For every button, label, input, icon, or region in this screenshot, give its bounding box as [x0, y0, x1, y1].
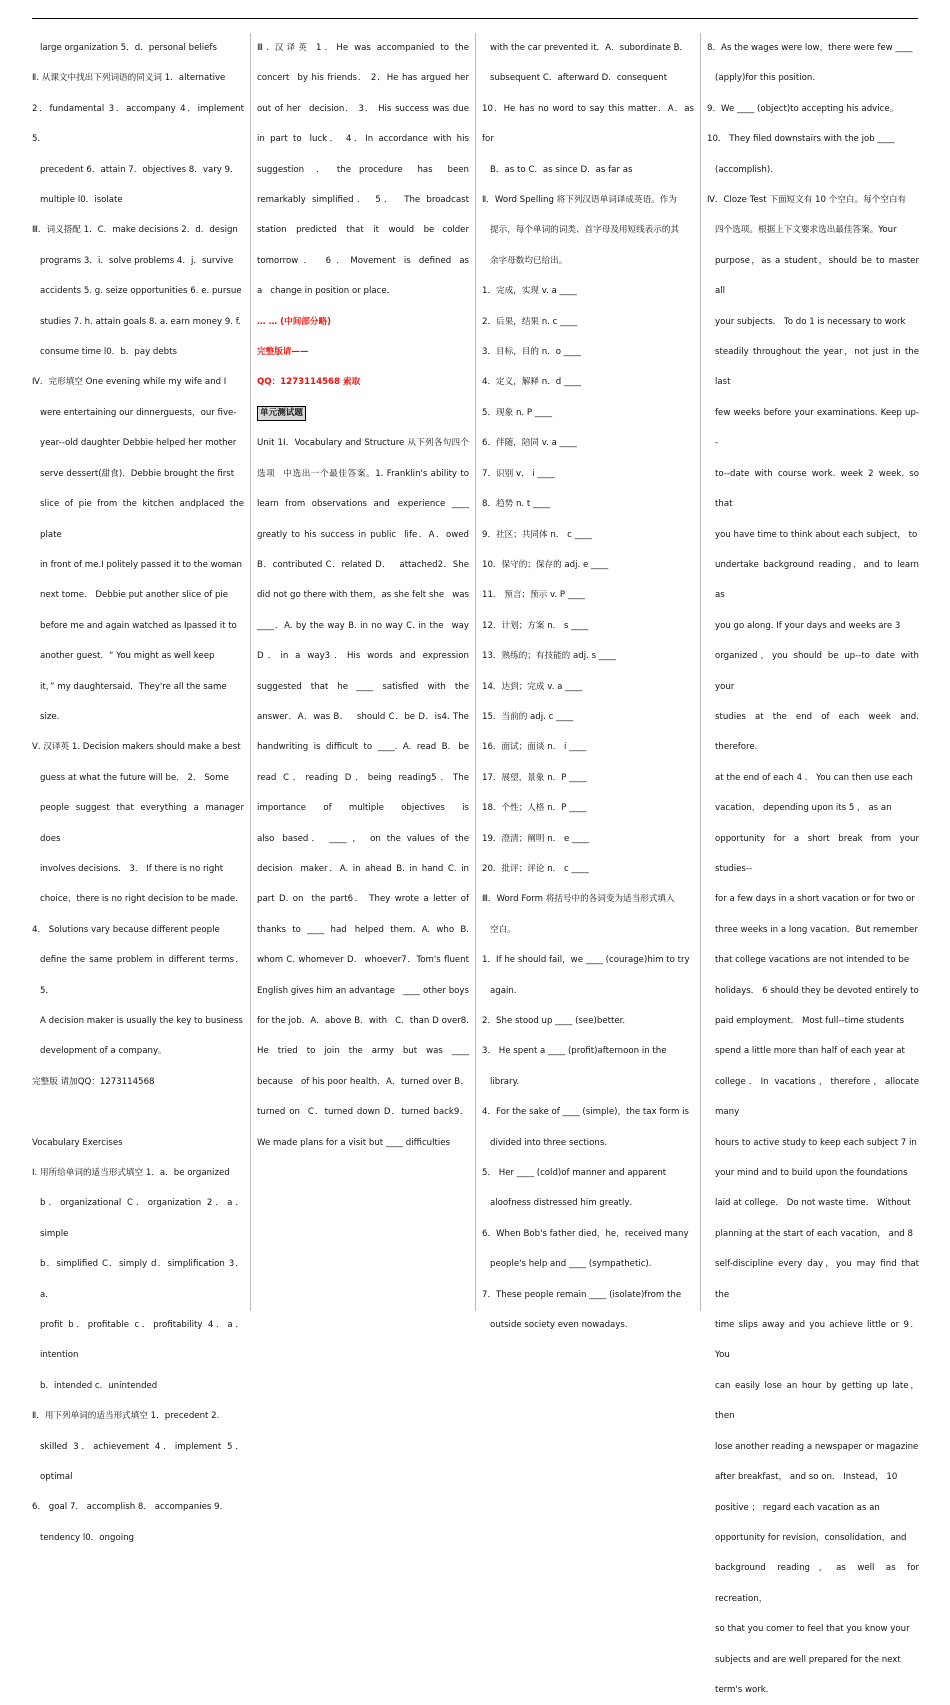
text-line: whoever [364, 955, 402, 966]
text-line: 3． He spent a ____ (profit)afternoon in the [482, 1046, 667, 1057]
text-line: colder tomorrow． 6．Movement is defined as a [257, 225, 469, 297]
text-line: I．Vocabulary and Structure 从下列各句四个选项 [257, 438, 469, 479]
text-line: time slips away and you achieve little or 9．You [715, 1320, 919, 1361]
text-line: your subjects． To do 1 is necessary to work [715, 316, 906, 327]
text-line: 余字母数均已给出。 [490, 255, 568, 266]
text-line: opportunity for revision，consolidation，and [715, 1532, 907, 1543]
text-line: programs 3．i．solve problems 4．j．survive [40, 255, 234, 266]
text-line: 10．保守的；保存的 adj. e ____ [482, 559, 609, 570]
text-line: large organization 5．d．personal beliefs [40, 43, 217, 53]
unit-test-questions [257, 428, 469, 1158]
text-line: undertake background reading，and to learn as [715, 559, 919, 601]
text-line [32, 1097, 244, 1127]
text-line: after breakfast， and so on． Instead， 10 [715, 1472, 898, 1483]
text-line: college．In vacations，therefore，allocate many [715, 1076, 919, 1118]
text-line: attached [399, 559, 438, 570]
text-line: so that you comer to feel that you know your [715, 1624, 910, 1635]
text-line: 8．As the wages were low，there were few ____ [707, 43, 913, 53]
text-line: 13．熟练的；有技能的 adj. s ____ [482, 651, 616, 662]
text-line: experience ____ greatly to his success in public [257, 499, 469, 540]
text-line: development of a company。 [40, 1046, 167, 1057]
text-line: multiple l0．isolate [40, 195, 123, 206]
text-line: to--date with course work. week 2 week. so that [715, 468, 919, 510]
text-line: slice of pie from the kitchen andplaced the plate [40, 499, 244, 540]
text-line: precedent 6．attain 7．objectives 8．vary 9． [40, 164, 239, 175]
text-line: (accomplish). [715, 164, 773, 175]
column-2 [257, 33, 469, 1158]
text-line: skilled 3．achievement 4．implement 5．optimal [40, 1441, 244, 1483]
text-line: in front of me.I politely passed it to the woman [40, 559, 242, 570]
text-line: 5．现象 n. P ____ [482, 407, 552, 418]
text-line: B．as to C．as since D．as far as [490, 164, 633, 175]
text-line: 6．伴随，陪同 v. a ____ [482, 438, 577, 449]
text-line: subsequent C．afterward D．consequent [490, 73, 668, 84]
text-line: steadily throughout the year，not just in the last [715, 347, 919, 388]
column-divider [475, 33, 476, 1311]
text-line: maker．A. in ahead B. in hand C. in part D. on [257, 863, 469, 905]
text-line: 3．目标，目的 n．o ____ [482, 347, 581, 358]
text-line: with the car prevented it．A．subordinate B． [490, 43, 689, 53]
text-line: people suggest that everything a manager does [40, 803, 244, 844]
text-line: Ⅱ. 从课文中找出下列词语的同义词 1．alternative [32, 73, 226, 84]
text-line: were entertaining our dinnerguests，our five- [40, 407, 237, 418]
text-line: 10． They filed downstairs with the job ____ [707, 134, 895, 145]
text-line: spend a little more than half of each year at [715, 1046, 905, 1057]
text-line: 2．She did not go there with them，as she felt she [257, 559, 469, 601]
text-line: planning at the start of each vacation， and 8 [715, 1228, 913, 1239]
text-line: again. [490, 985, 517, 996]
text-line: the part [311, 894, 348, 905]
text-line: involves decisions． 3． If there is no right [40, 863, 224, 874]
text-line: be read C．reading D．being reading [257, 742, 469, 783]
full-version-note: 完整版请—— [257, 347, 309, 358]
text-line: holidays． 6 should they be devoted entirely to [715, 985, 919, 996]
text-line: Ⅳ．Cloze Test 下面短文有 10 个空白。每个空白有 [707, 195, 907, 206]
text-line: The broadcast station predicted that it would be [257, 195, 469, 236]
text-line: 7．识别 v． i ____ [482, 468, 555, 479]
text-line: 17．展望，景象 n．P ____ [482, 772, 587, 783]
text-line: 16．面试；面谈 n． i ____ [482, 742, 587, 753]
column-divider [700, 33, 701, 1311]
unit-test-heading: 单元测试题 [257, 406, 306, 421]
text-line: 4． Solutions vary because different people [32, 924, 220, 935]
text-line: 空白。 [490, 924, 516, 935]
text-line: should C．be D．is [356, 711, 442, 722]
text-line: 4．For the sake of ____ (simple)，the tax form is [482, 1107, 690, 1118]
text-line: of his poor health．A．turned over B．turned on [257, 1076, 469, 1118]
text-line: by his friends． 2．He has argued her out of her [257, 73, 469, 114]
omitted-note: … … (中间部分略) [257, 316, 331, 327]
text-line: Ⅲ．词义搭配 1．C．make decisions 2．d．design [32, 225, 238, 236]
text-line: 7．These people remain ____ (isolate)from the [482, 1289, 682, 1300]
text-line: 3．His words and expression suggested that he [257, 651, 469, 692]
text-line: outside society even nowadays. [490, 1320, 628, 1331]
text-line: 14．达到；完成 v. a ____ [482, 681, 583, 692]
translation-answers [257, 33, 469, 307]
text-line: Ⅱ．用下列单词的适当形式填空 1．precedent 2. [32, 1411, 220, 1422]
text-line: 2．fundamental 3．accompany 4．implement 5． [32, 103, 244, 145]
text-line: was ____．A. by the way B. in no way C. in the [257, 590, 469, 631]
text-line: self-discipline every day，you may find that the [715, 1259, 919, 1300]
column-1 [32, 33, 244, 1553]
text-line: helped them. A. who B. whom C. whomever D. [257, 924, 469, 966]
text-line: Ⅲ．Word Form 将括号中的各词变为适当形式填入 [482, 894, 675, 905]
text-line: 10．He has no word to say this matter．A．as for [482, 103, 694, 145]
text-line: Unit 1 [257, 438, 283, 449]
text-line: 6． goal 7． accomplish 8． accompanies 9． [32, 1502, 229, 1513]
text-line: C．turned down D．turned back [307, 1107, 454, 1118]
text-line: 2．后果，结果 n. c ____ [482, 316, 578, 327]
text-line: 完整版 请加QQ：1273114568 [32, 1076, 155, 1087]
text-line: b．simplified C．simply d．simplification 3．a． [40, 1259, 244, 1300]
text-line: C．than D over [395, 1016, 461, 1026]
text-line: tendency l0．ongoing [40, 1532, 134, 1543]
top-rule [32, 18, 918, 19]
text-line: b．intended c．unintended [40, 1380, 158, 1391]
text-line: library. [490, 1076, 520, 1087]
text-line: 中选出一个最佳答案。 [283, 468, 376, 479]
text-line: Ⅴ. 汉译英 1. Decision makers should make a best [32, 742, 241, 753]
text-line: luck． 4．In accordance with his suggestion．the [257, 134, 469, 175]
text-line: that college vacations are not intended to be [715, 955, 910, 966]
text-line: Ⅱ．Word Spelling 将下列汉语单词译成英语。作为 [482, 195, 677, 206]
text-line: hours to active study to keep each subject 7 in [715, 1137, 917, 1148]
text-line: 四个选项。根据上下文要求选出最佳答案。Your [715, 225, 897, 236]
text-line: you go along. If your days and weeks are 3 [715, 620, 901, 631]
text-line: 5． Her ____ (cold)of manner and apparent [482, 1168, 667, 1179]
text-line: another guest．“ You might as well keep [40, 651, 215, 662]
text-line: profit b．profitable c．profitability 4．a．intention [40, 1320, 244, 1361]
text-line: next tome． Debbie put another slice of pie [40, 590, 229, 601]
text-line: procedure has been remarkably simplified． 5． [257, 164, 469, 206]
text-line: purpose，as a student，should be to master all [715, 255, 919, 297]
text-line: 11． 预言；预示 v. P ____ [482, 590, 585, 601]
text-line: 9．We made plans for a visit but ____ difficulties [257, 1107, 470, 1148]
text-line: ____ other boys for the job．A．above B．with [257, 985, 469, 1026]
text-line: 2．She stood up ____ (see)better. [482, 1016, 626, 1026]
text-line: size. [40, 711, 60, 722]
text-line: can easily lose an hour by getting up late，then [715, 1380, 919, 1422]
text-line: 1. Franklin's ability to learn from observations and [257, 468, 469, 510]
text-line: 8．趋势 n. t ____ [482, 499, 551, 510]
text-line: 5．The importance of multiple objectives is also [257, 772, 469, 844]
text-line: subjects and are well prepared for the next [715, 1654, 901, 1665]
text-line: studies at the end of each week and. therefore. [715, 711, 919, 753]
text-line: accidents 5. g. seize opportunities 6. e. pursue [40, 286, 242, 297]
text-line: term's work． [715, 1684, 775, 1695]
text-line: 8. He tried to join the army but was ____ because [257, 1016, 469, 1087]
text-line: it，” my daughtersaid．They're all the same [40, 681, 227, 692]
column-4 [707, 33, 919, 1705]
column-divider [250, 33, 251, 1311]
text-line: few weeks before your examinations. Keep up-- [715, 407, 919, 449]
text-line: three weeks in a long vacation．But remember [715, 924, 918, 935]
text-line: laid at college． Do not waste time． Without [715, 1198, 911, 1209]
text-line: background reading，as well as for recreation， [715, 1563, 919, 1604]
text-line: 9．We ____ (object)to accepting his advice。 [707, 103, 899, 114]
text-line: serve dessert(甜食)．Debbie brought the first [40, 468, 235, 479]
text-line: 12．计划；方案 n． s ____ [482, 620, 589, 631]
qq-contact: QQ：1273114568 索取 [257, 377, 361, 388]
text-line: change in position or place． [270, 286, 396, 297]
text-line: 6． They wrote a letter of thanks to ____ had [257, 894, 469, 935]
text-line: I. 用所给单词的适当形式填空 1．a．be organized [32, 1168, 230, 1179]
text-line: 提示，每个单词的词类、首字母及用短线表示的其 [490, 225, 680, 236]
text-line: your mind and to build upon the foundations [715, 1168, 908, 1179]
text-line: 9．社区；共同体 n． c ____ [482, 529, 592, 540]
text-line: b．organizational C．organization 2．a．simple [40, 1198, 244, 1239]
text-line: define the same problem in different terms． 5． [40, 955, 244, 996]
text-line: at the end of each 4 ． You can then use each [715, 772, 913, 783]
text-line: choice，there is no right decision to be made． [40, 894, 244, 905]
text-line: aloofness distressed him greatly． [490, 1198, 639, 1209]
text-line: Ⅳ．完形填空 One evening while my wife and I [32, 377, 227, 388]
text-line: 4．定义，解释 n．d ____ [482, 377, 582, 388]
text-line: you have time to think about each subject， to [715, 529, 918, 540]
text-line: guess at what the future will be． 2． Some [40, 772, 229, 783]
text-line: A decision maker is usually the key to business [40, 1016, 243, 1026]
text-line: 1．完成，实现 v. a ____ [482, 286, 577, 297]
text-line: life．A．owed B．contributed C．related D． [257, 529, 470, 570]
text-line: ____ satisfied with the answer．A．was B． [257, 681, 469, 722]
text-line: 1．If he should fail，we ____ (courage)him to try [482, 955, 690, 966]
text-line: 6．When Bob's father died，he，received many [482, 1228, 689, 1239]
text-line: divided into three sections. [490, 1137, 608, 1148]
text-line: (apply)for this position. [715, 73, 816, 84]
text-line: organized，you should be up--to date with your [715, 651, 919, 692]
text-line: based． ____ ， on the values of the decision [257, 833, 469, 874]
text-line: 4. The handwriting is difficult to ____. A. read B. [257, 711, 469, 753]
text-line: 18．个性；人格 n．P ____ [482, 803, 587, 814]
text-line: Ⅲ. 汉译英 1．He was accompanied to the concert [257, 43, 469, 84]
text-line: 7．Tom's fluent English gives him an advantage [257, 955, 469, 996]
text-line: studies 7. h. attain goals 8. a. earn money 9. f. [40, 316, 241, 327]
text-line: for a few days in a short vacation or for two or [715, 894, 915, 905]
text-line: year--old daughter Debbie helped her mother [40, 438, 237, 449]
unit-test-heading-row [257, 398, 469, 428]
text-line: paid employment． Most full--time students [715, 1016, 905, 1026]
text-line: vacation， depending upon its 5 ， as an [715, 803, 892, 814]
text-line: way D．in a way [257, 620, 469, 662]
text-line: lose another reading a newspaper or magazine [715, 1441, 919, 1452]
text-line: consume time l0．b．pay debts [40, 347, 177, 358]
column-3 [482, 33, 694, 1340]
text-line: people's help and ____ (sympathetic). [490, 1259, 652, 1270]
text-line: positive ； regard each vacation as an [715, 1502, 880, 1513]
text-line: Vocabulary Exercises [32, 1137, 123, 1148]
text-line: 20．批评；评论 n． c ____ [482, 863, 589, 874]
text-line: 19．澄清；阐明 n． e ____ [482, 833, 590, 844]
text-line: decision． 3． His success was due in part to [257, 103, 469, 145]
text-line: opportunity for a short break from your studies-- [715, 833, 919, 874]
text-line: before me and again watched as Ipassed it to [40, 620, 237, 631]
text-line: 15．当前的 adj. c ____ [482, 711, 574, 722]
